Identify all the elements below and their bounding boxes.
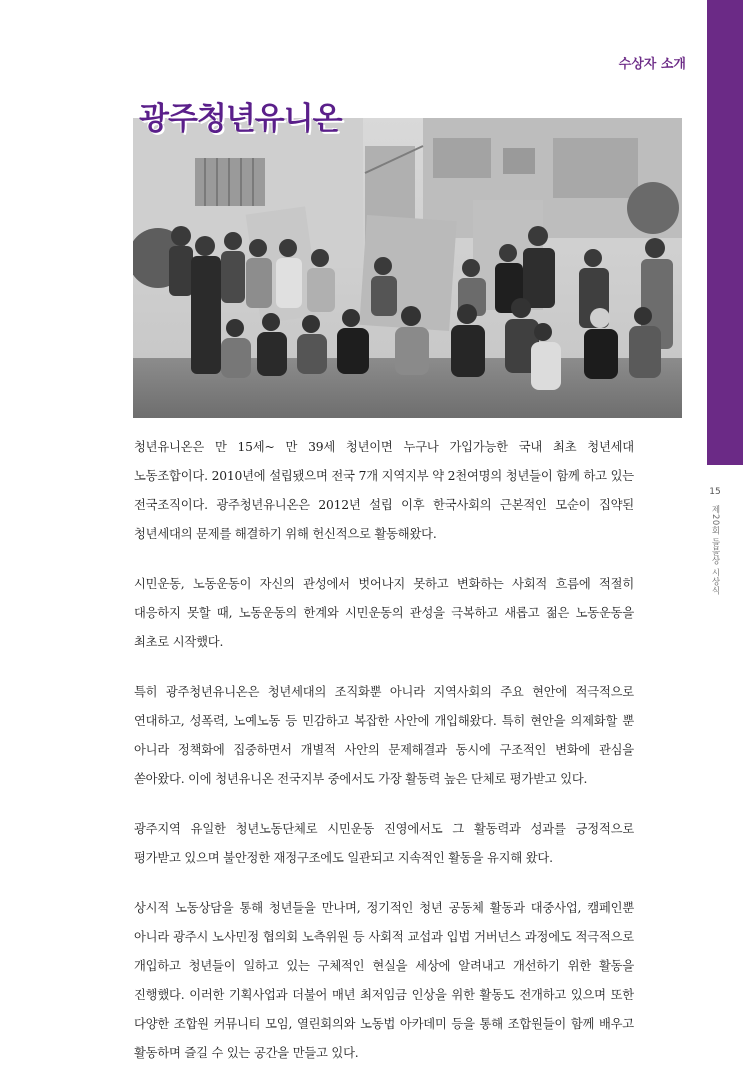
- paragraph: 청년유니온은 만 15세~ 만 39세 청년이면 누구나 가입가능한 국내 최초 청년세대 노동조합이다. 2010년에 설립됐으며 전국 7개 지역지부 약 2천여명의 청년들이 함께 하고 있는 전국조직이다. 광주청년유니온은 2012년 설립 이후 한국사회의 근본적인 모순이 집약된 청년세대의 문제를 해결하기 위해 헌신적으로 활동해왔다.: [134, 440, 634, 541]
- paragraph: 광주지역 유일한 청년노동단체로 시민운동 진영에서도 그 활동력과 성과를 긍정적으로 평가받고 있으며 불안정한 재정구조에도 일관되고 지속적인 활동을 유지해 왔다.: [134, 822, 634, 865]
- paragraph: 시민운동, 노동운동이 자신의 관성에서 벗어나지 못하고 변화하는 사회적 흐름에 적절히 대응하지 못할 때, 노동운동의 한계와 시민운동의 관성을 극복하고 새롭고 젊은 노동운동을 최초로 시작했다.: [134, 577, 634, 649]
- article-body: [134, 433, 634, 1089]
- section-label: 수상자 소개: [618, 57, 686, 72]
- publication-title: 제20회 들불상 시상식: [710, 505, 720, 596]
- organization-title: 광주청년유니온: [139, 101, 342, 137]
- group-photo: [133, 118, 682, 418]
- paragraph: 특히 광주청년유니온은 청년세대의 조직화뿐 아니라 지역사회의 주요 현안에 적극적으로 연대하고, 성폭력, 노예노동 등 민감하고 복잡한 사안에 개입해왔다. 특히 현안을 의제화할 뿐 아니라 정책화에 집중하면서 개별적 사안의 문제해결과 동시에 구조적인 변화에 관심을 쏟아왔다. 이에 청년유니온 전국지부 중에서도 가장 활동력 높은 단체로 평가받고 있다.: [134, 685, 634, 786]
- page-number: 15: [709, 487, 721, 497]
- side-accent-bar: [707, 0, 743, 465]
- paragraph: 상시적 노동상담을 통해 청년들을 만나며, 정기적인 청년 공동체 활동과 대중사업, 캠페인뿐 아니라 광주시 노사민정 협의회 노측위원 등 사회적 교섭과 입법 거버넌스 과정에도 적극적으로 개입하고 청년들이 일하고 있는 구체적인 현실을 세상에 알려내고 개선하기 위한 활동을 진행했다. 이러한 기획사업과 더불어 매년 최저임금 인상을 위한 활동도 전개하고 있으며 또한 다양한 조합원 커뮤니티 모임, 열린회의와 노동법 아카데미 등을 통해 조합원들이 함께 배우고 활동하며 즐길 수 있는 공간을 만들고 있다.: [134, 901, 634, 1060]
